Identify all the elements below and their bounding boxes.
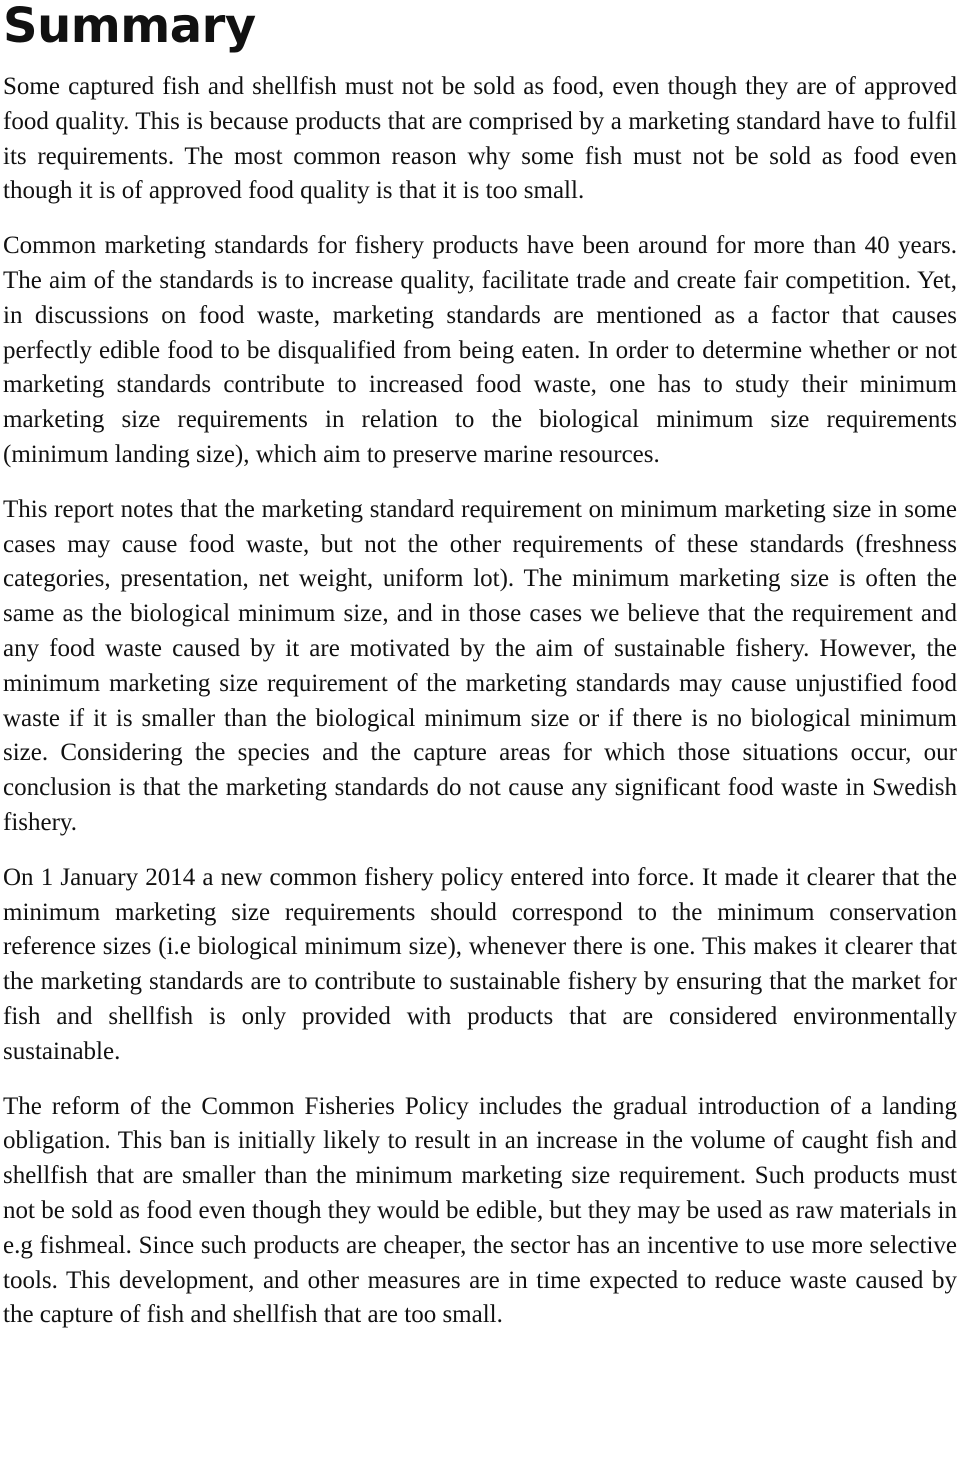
summary-paragraph-5: The reform of the Common Fisheries Policy includes the gradual introduction of a landing obligation. This ban is initially likely to result in an increase in the volume of caught fish and shellfish that are smaller than the minimum marketing size requirement. Such products must not be sold as food even though they would be edible, but they may be used as raw materials in e.g fishmeal. Since such products are cheaper, the sector has an incentive to use more selective tools. This development, and other measures are in time expected to reduce waste caused by the capture of fish and shellfish that are too small. bbox=[3, 1092, 957, 1329]
page-title: Summary bbox=[3, 0, 256, 54]
summary-paragraph-1: Some captured fish and shellfish must not be sold as food, even though they are of approved food quality. This is because products that are comprised by a marketing standard have to fulfil its requirements. The most common reason why some fish must not be sold as food even though it is of approved food quality is that it is too small. bbox=[3, 73, 957, 205]
summary-paragraph-3: This report notes that the marketing standard requirement on minimum marketing size in some cases may cause food waste, but not the other requirements of these standards (freshness categories, presentation, net weight, uniform lot). The minimum marketing size is often the same as the biological minimum size, and in those cases we believe that the requirement and any food waste caused by it are motivated by the aim of sustainable fishery. However, the minimum marketing size requirement of the marketing standards may cause unjustified food waste if it is smaller than the biological minimum size or if there is no biological minimum size. Considering the species and the capture areas for which those situations occur, our conclusion is that the marketing standards do not cause any significant food waste in Swedish fishery. bbox=[3, 495, 957, 836]
summary-paragraph-2: Common marketing standards for fishery products have been around for more than 40 years. The aim of the standards is to increase quality, facilitate trade and create fair competition. Yet, in discussions on food waste, marketing standards are mentioned as a factor that causes perfectly edible food to be disqualified from being eaten. In order to determine whether or not marketing standards contribute to increased food waste, one has to study their minimum marketing size requirements in relation to the biological minimum size requirements (minimum landing size), which aim to preserve marine resources. bbox=[3, 232, 957, 468]
summary-paragraph-4: On 1 January 2014 a new common fishery policy entered into force. It made it clearer that the minimum marketing size requirements should correspond to the minimum conservation reference sizes (i.e biological minimum size), whenever there is one. This makes it clearer that the marketing standards are to contribute to sustainable fishery by ensuring that the market for fish and shellfish is only provided with products that are considered environmentally sustainable. bbox=[3, 863, 957, 1065]
